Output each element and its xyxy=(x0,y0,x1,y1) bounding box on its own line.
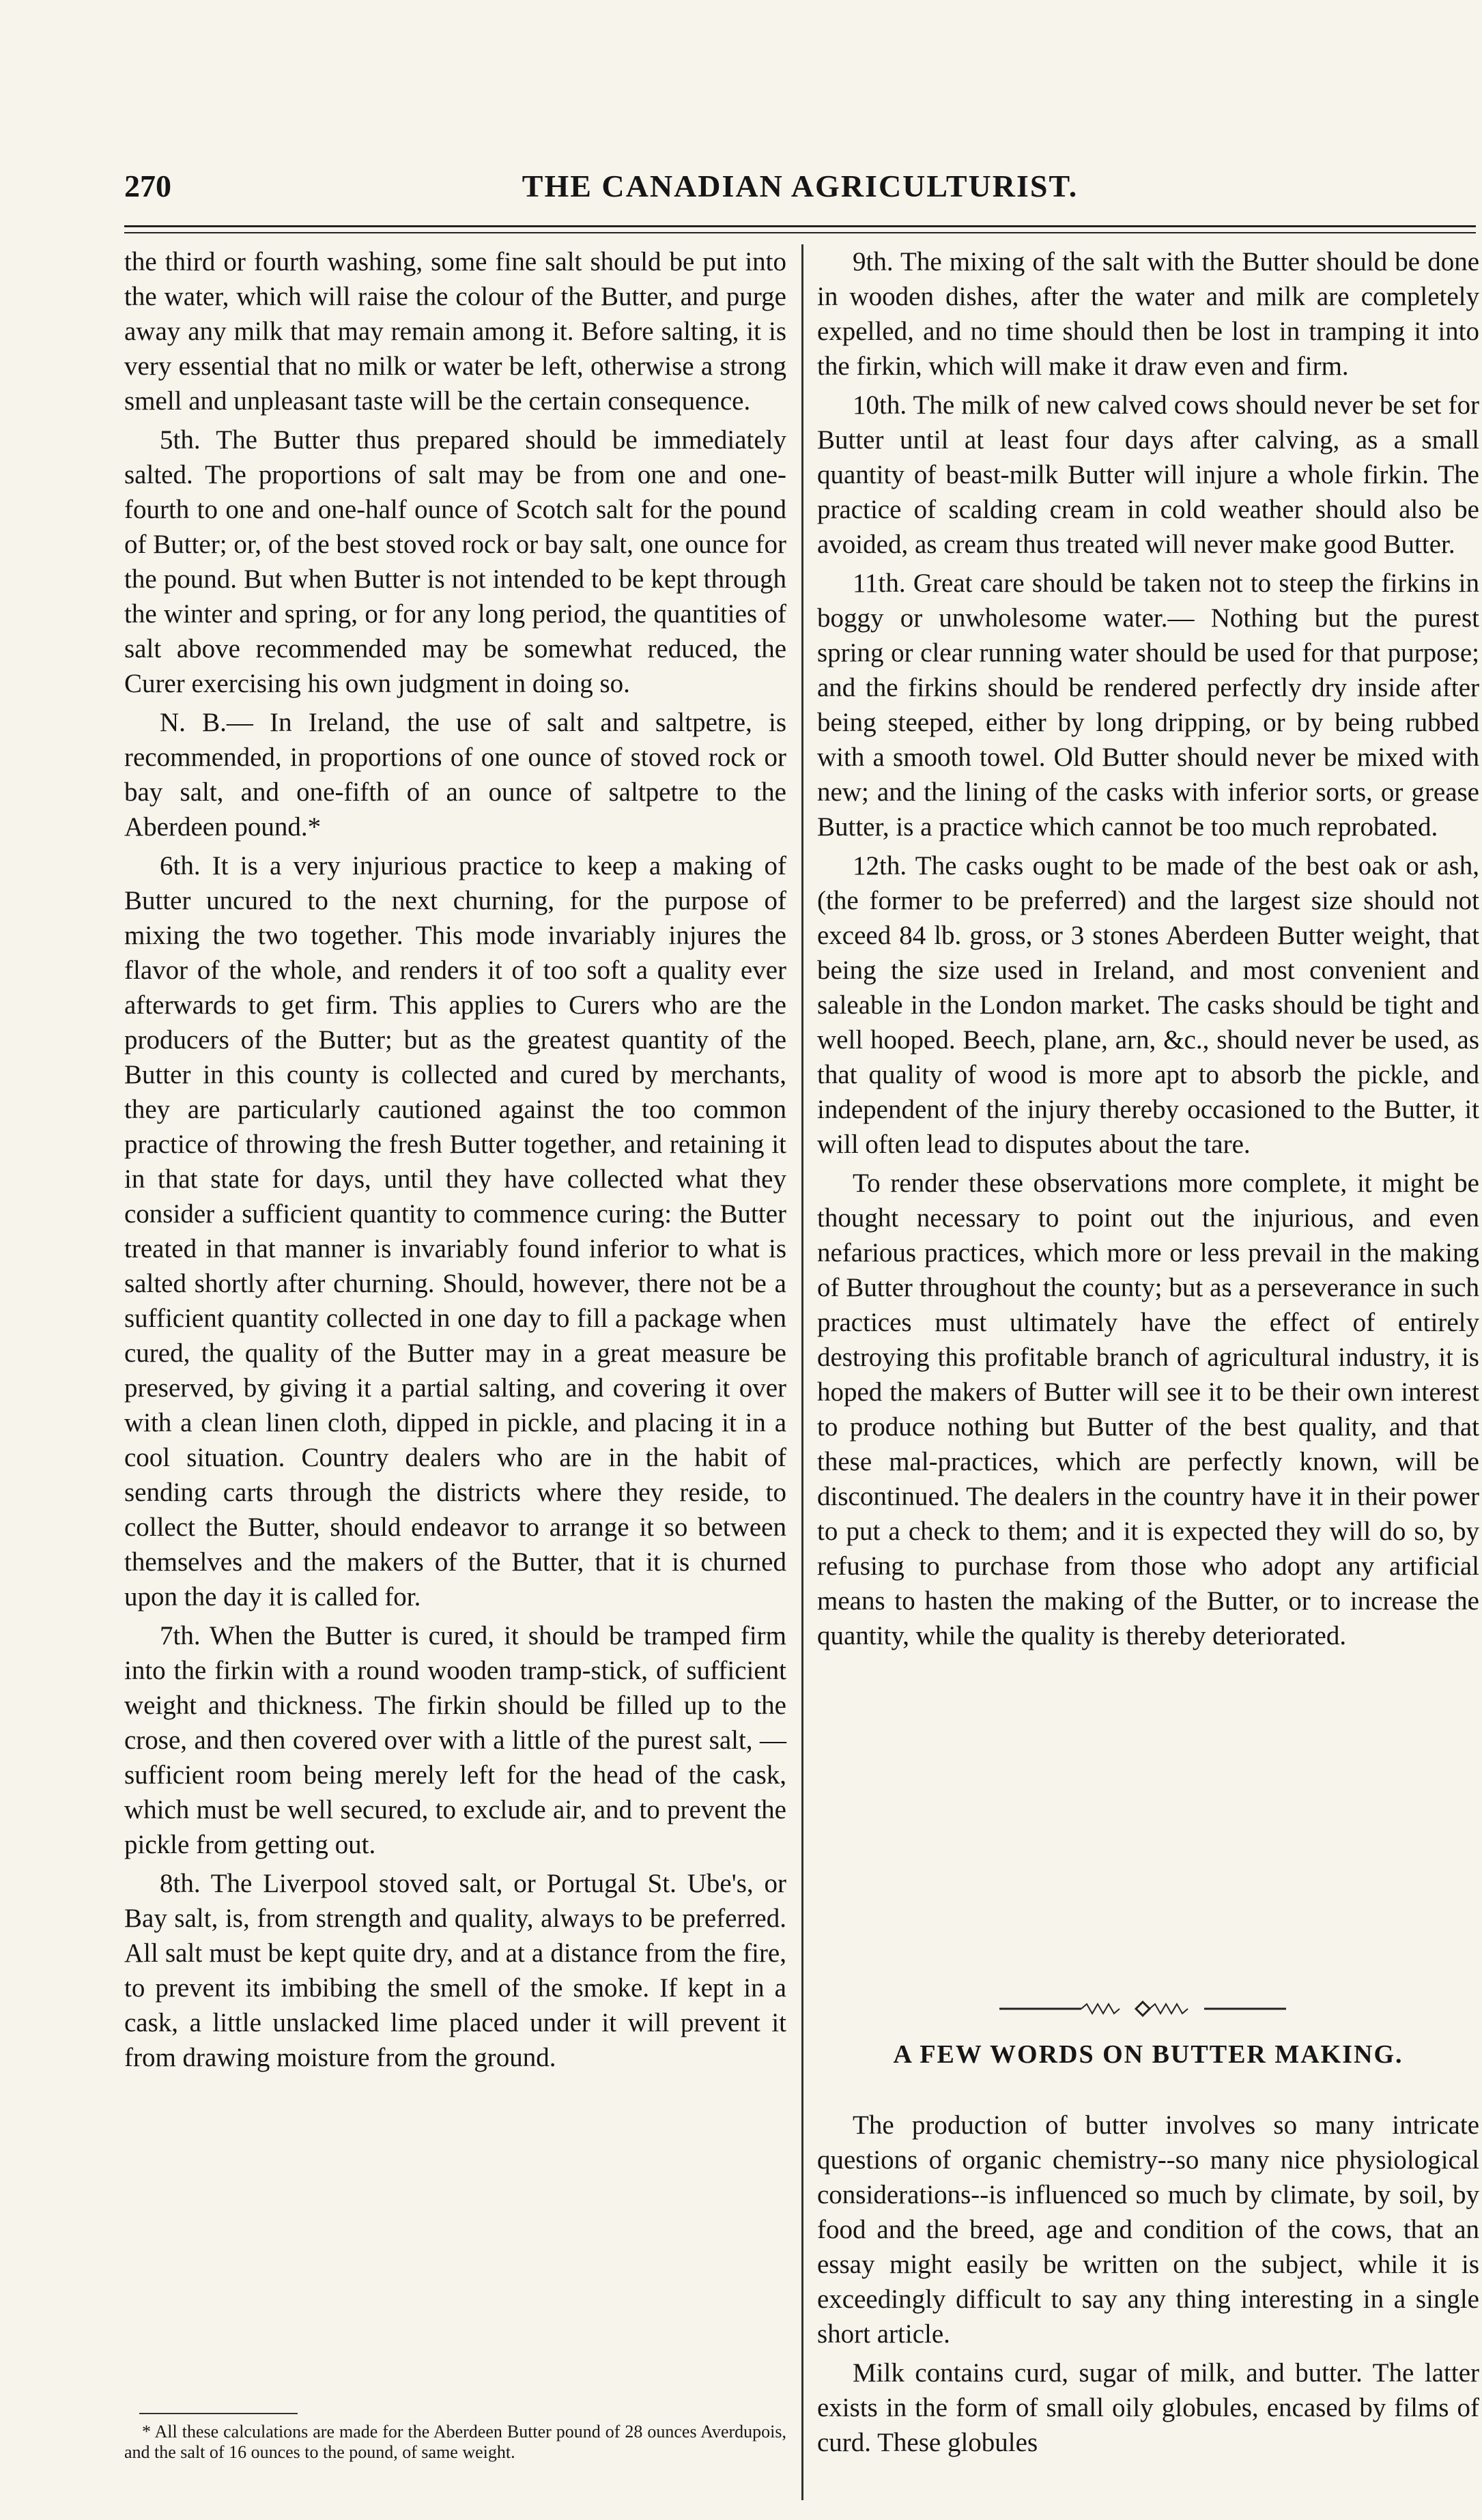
paragraph: 12th. The casks ought to be made of the best oak or ash, (the former to be preferred) and the largest size should not exceed 84 lb. gross, or 3 stones Aberdeen Butter weight, that being the size used in Ireland, and most convenient and saleable in the London market. The casks should be tight and well hooped. Beech, plane, arn, &c., should never be used, as that quality of wood is more apt to absorb the pickle, and independent of the injury thereby occasioned to the Butter, it will often lead to disputes about the tare. xyxy=(817,851,1479,1159)
paragraph: 8th. The Liverpool stoved salt, or Portugal St. Ube's, or Bay salt, is, from strength and quality, always to be preferred. All salt must be kept quite dry, and at a distance from the fire, to prevent its imbibing the smell of the smoke. If kept in a cask, a little unslacked lime placed under it will prevent it from drawing moisture from the ground. xyxy=(124,1869,786,2072)
paragraph: The production of butter involves so many intricate questions of organic chemistry--so many nice physiological considerations--is influenced so much by climate, by soil, by food and the breed, age and condition of the cows, that an essay might easily be written on the subject, while it is exceedingly difficult to say any thing interesting in a single short article. xyxy=(817,2110,1479,2349)
header-rule-top xyxy=(124,225,1476,227)
right-column xyxy=(817,244,1479,1657)
page-number: 270 xyxy=(124,169,171,203)
section-heading: A FEW WORDS ON BUTTER MAKING. xyxy=(893,2040,1403,2069)
paragraph: N. B.— In Ireland, the use of salt and saltpetre, is recommended, in proportions of one ounce of stoved rock or bay salt, and one-fifth of an ounce of saltpetre to the Aberdeen pound.* xyxy=(124,708,786,842)
footnote: * All these calculations are made for the Aberdeen Butter pound of 28 ounces Averdupois, and the salt of 16 ounces to the pound, of same weight. xyxy=(124,2422,786,2462)
section-ornament xyxy=(999,1999,1286,2019)
left-column xyxy=(124,244,786,2079)
footnote-rule xyxy=(139,2413,298,2414)
right-column-section xyxy=(817,2108,1479,2464)
paragraph: 10th. The milk of new calved cows should never be set for Butter until at least four days after calving, as a small quantity of beast-milk Butter will injure a whole firkin. The practice of scalding cream in cold weather should also be avoided, as cream thus treated will never make good Butter. xyxy=(817,390,1479,559)
header-rule-bottom xyxy=(124,232,1476,233)
paragraph: Milk contains curd, sugar of milk, and butter. The latter exists in the form of small oily globules, encased by films of curd. These globules xyxy=(817,2358,1479,2457)
paragraph: 9th. The mixing of the salt with the Butter should be done in wooden dishes, after the water and milk are completely expelled, and no time should then be lost in tramping it into the firkin, which will make it draw even and firm. xyxy=(817,247,1479,381)
paragraph: 6th. It is a very injurious practice to keep a making of Butter uncured to the next churning, for the purpose of mixing the two together. This mode invariably injures the flavor of the whole, and renders it of too soft a quality ever afterwards to get firm. This applies to Curers who are the producers of the Butter; but as the greatest quantity of the Butter in this county is collected and cured by merchants, they are particularly cautioned against the too common practice of throwing the fresh Butter together, and retaining it in that state for days, until they have collected what they consider a sufficient quantity to commence curing: the Butter treated in that manner is invariably found inferior to what is salted shortly after churning. Should, however, there not be a sufficient quantity collected in one day to fill a package when cured, the quality of the Butter may in a great measure be preserved, by giving it a partial salting, and covering it over with a clean linen cloth, dipped in pickle, and placing it in a cool situation. Country dealers who are in the habit of sending carts through the districts where they reside, to collect the Butter, should endeavor to arrange it so between themselves and the makers of the Butter, that it is churned upon the day it is called for. xyxy=(124,851,786,1612)
paragraph: 5th. The Butter thus prepared should be immediately salted. The proportions of salt may be from one and one-fourth to one and one-half ounce of Scotch salt for the pound of Butter; or, of the best stoved rock or bay salt, one ounce for the pound. But when Butter is not intended to be kept through the winter and spring, or for any long period, the quantities of salt above recommended may be somewhat reduced, the Curer exercising his own judgment in doing so. xyxy=(124,425,786,698)
paragraph: the third or fourth washing, some fine salt should be put into the water, which will raise the colour of the Butter, and purge away any milk that may remain among it. Before salting, it is very essential that no milk or water be left, otherwise a strong smell and unpleasant taste will be the certain consequence. xyxy=(124,247,786,416)
running-title: THE CANADIAN AGRICULTURIST. xyxy=(522,169,1079,203)
paragraph: 11th. Great care should be taken not to steep the firkins in boggy or unwholesome water.— Nothing but the purest spring or clear running water should be used for that purpose; and the firkins should be rendered perfectly dry inside after being steeped, either by long dripping, or by being rubbed with a smooth towel. Old Butter should never be mixed with new; and the lining of the casks with inferior sorts, or grease Butter, is a practice which cannot be too much reprobated. xyxy=(817,569,1479,842)
column-divider xyxy=(801,244,803,2500)
paragraph: To render these observations more complete, it might be thought necessary to point out the injurious, and even nefarious practices, which more or less prevail in the making of Butter throughout the county; but as a perseverance in such practices must ultimately have the effect of entirely destroying this profitable branch of agricultural industry, it is hoped the makers of Butter will see it to be their own interest to produce nothing but Butter of the best quality, and that these mal-practices, which are perfectly known, will be discontinued. The dealers in the country have it in their power to put a check to them; and it is expected they will do so, by refusing to purchase from those who adopt any artificial means to hasten the making of the Butter, or to increase the quantity, while the quality is thereby deteriorated. xyxy=(817,1169,1479,1650)
page-header xyxy=(124,168,1476,223)
paragraph: 7th. When the Butter is cured, it should be tramped firm into the firkin with a round wooden tramp-stick, of sufficient weight and thickness. The firkin should be filled up to the crose, and then covered over with a little of the purest salt, —sufficient room being merely left for the head of the cask, which must be well secured, to exclude air, and to prevent the pickle from getting out. xyxy=(124,1621,786,1859)
